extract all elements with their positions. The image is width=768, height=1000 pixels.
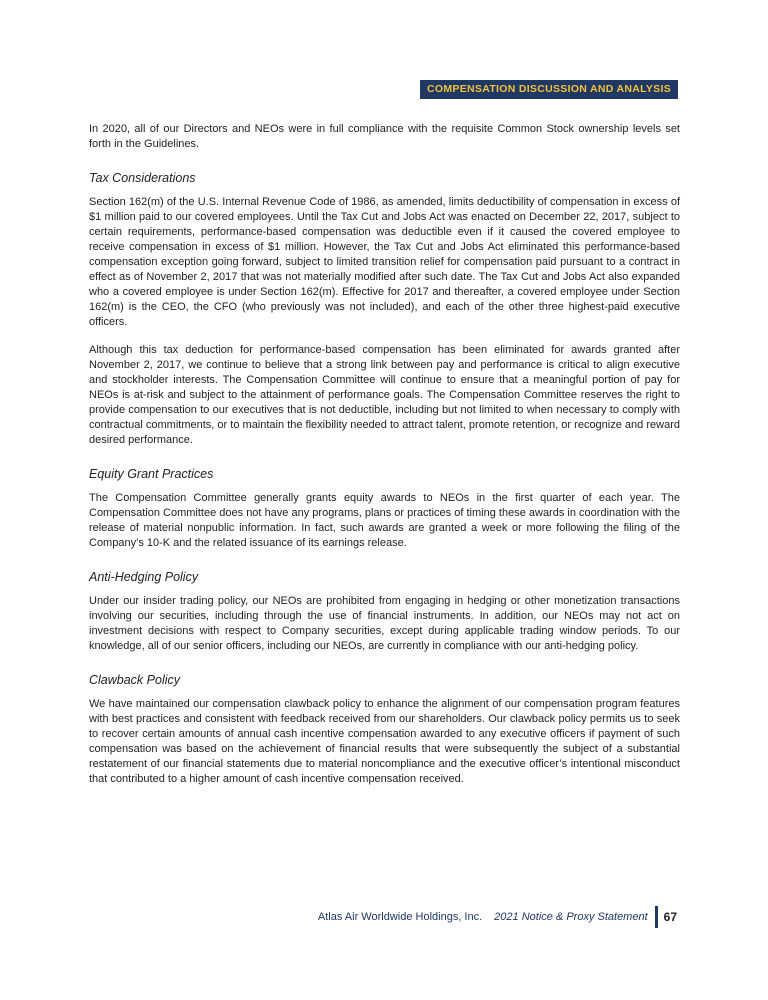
section-title-tax: Tax Considerations xyxy=(89,171,196,185)
anti-hedging-paragraph: Under our insider trading policy, our NEOs are prohibited from engaging in hedging or other monetization transactions involving our securities, including through the use of financial instruments. In addition, our NEOs may not act on investment decisions with respect to Company securities, except during applicable trading window periods. To our knowledge, all of our senior officers, including our NEOs, are currently in compliance with our anti-hedging policy. xyxy=(89,595,680,652)
clawback-paragraph: We have maintained our compensation clawback policy to enhance the alignment of our compensation program features with best practices and consistent with feedback received from our shareholders. Our clawback policy permits us to seek to recover certain amounts of annual cash incentive compensation awarded to any executive officers if payment of such compensation was based on the achievement of financial results that were subsequently the subject of a substantial restatement of our financial statements due to material noncompliance and the executive officer’s intentional misconduct that contributed to a higher amount of cash incentive compensation received. xyxy=(89,698,680,785)
equity-grant-paragraph: The Compensation Committee generally grants equity awards to NEOs in the first quarter of each year. The Compensation Committee does not have any programs, plans or practices of timing these awards in coordination with the release of material nonpublic information. In fact, such awards are granted a week or more following the filing of the Company’s 10-K and the related issuance of its earnings release. xyxy=(89,492,680,549)
tax-paragraph-2: Although this tax deduction for performance-based compensation has been eliminated for awards granted after November 2, 2017, we continue to believe that a strong link between pay and performance is critical to align executive and stockholder interests. The Compensation Committee will continue to ensure that a meaningful portion of pay for NEOs is at-risk and subject to the attainment of performance goals. The Compensation Committee reserves the right to provide compensation to our executives that is not deductible, including but not limited to when necessary to comply with contractual commitments, or to maintain the flexibility needed to attract talent, promote retention, or recognize and reward desired performance. xyxy=(89,344,680,446)
section-title-clawback: Clawback Policy xyxy=(89,673,181,687)
section-title-equity-grant: Equity Grant Practices xyxy=(89,467,214,481)
footer-divider xyxy=(655,906,658,928)
footer-company: Atlas Air Worldwide Holdings, Inc. xyxy=(317,911,483,923)
section-title-anti-hedging: Anti-Hedging Policy xyxy=(89,570,199,584)
page-footer xyxy=(318,906,677,928)
page-number: 67 xyxy=(663,910,677,924)
tax-paragraph-1: Section 162(m) of the U.S. Internal Revenue Code of 1986, as amended, limits deductibility of compensation in excess of $1 million paid to our covered employees. Until the Tax Cut and Jobs Act was enacted on December 22, 2017, subject to certain requirements, performance-based compensation was deductible even if it caused the covered employee to receive compensation in excess of $1 million. However, the Tax Cut and Jobs Act eliminated this performance-based compensation exception going forward, subject to limited transition relief for compensation paid pursuant to a contract in effect as of November 2, 2017 that was not materially modified after such date. The Tax Cut and Jobs Act also expanded who a covered employee is under Section 162(m). Effective for 2017 and thereafter, a covered employee under Section 162(m) is the CEO, the CFO (who previously was not included), and each of the other three highest-paid executive officers. xyxy=(89,196,680,328)
intro-paragraph: In 2020, all of our Directors and NEOs were in full compliance with the requisite Common Stock ownership levels set forth in the Guidelines. xyxy=(89,123,680,150)
footer-document-title: 2021 Notice & Proxy Statement xyxy=(494,911,648,923)
page-content xyxy=(89,122,680,800)
section-tag: COMPENSATION DISCUSSION AND ANALYSIS xyxy=(420,80,678,99)
